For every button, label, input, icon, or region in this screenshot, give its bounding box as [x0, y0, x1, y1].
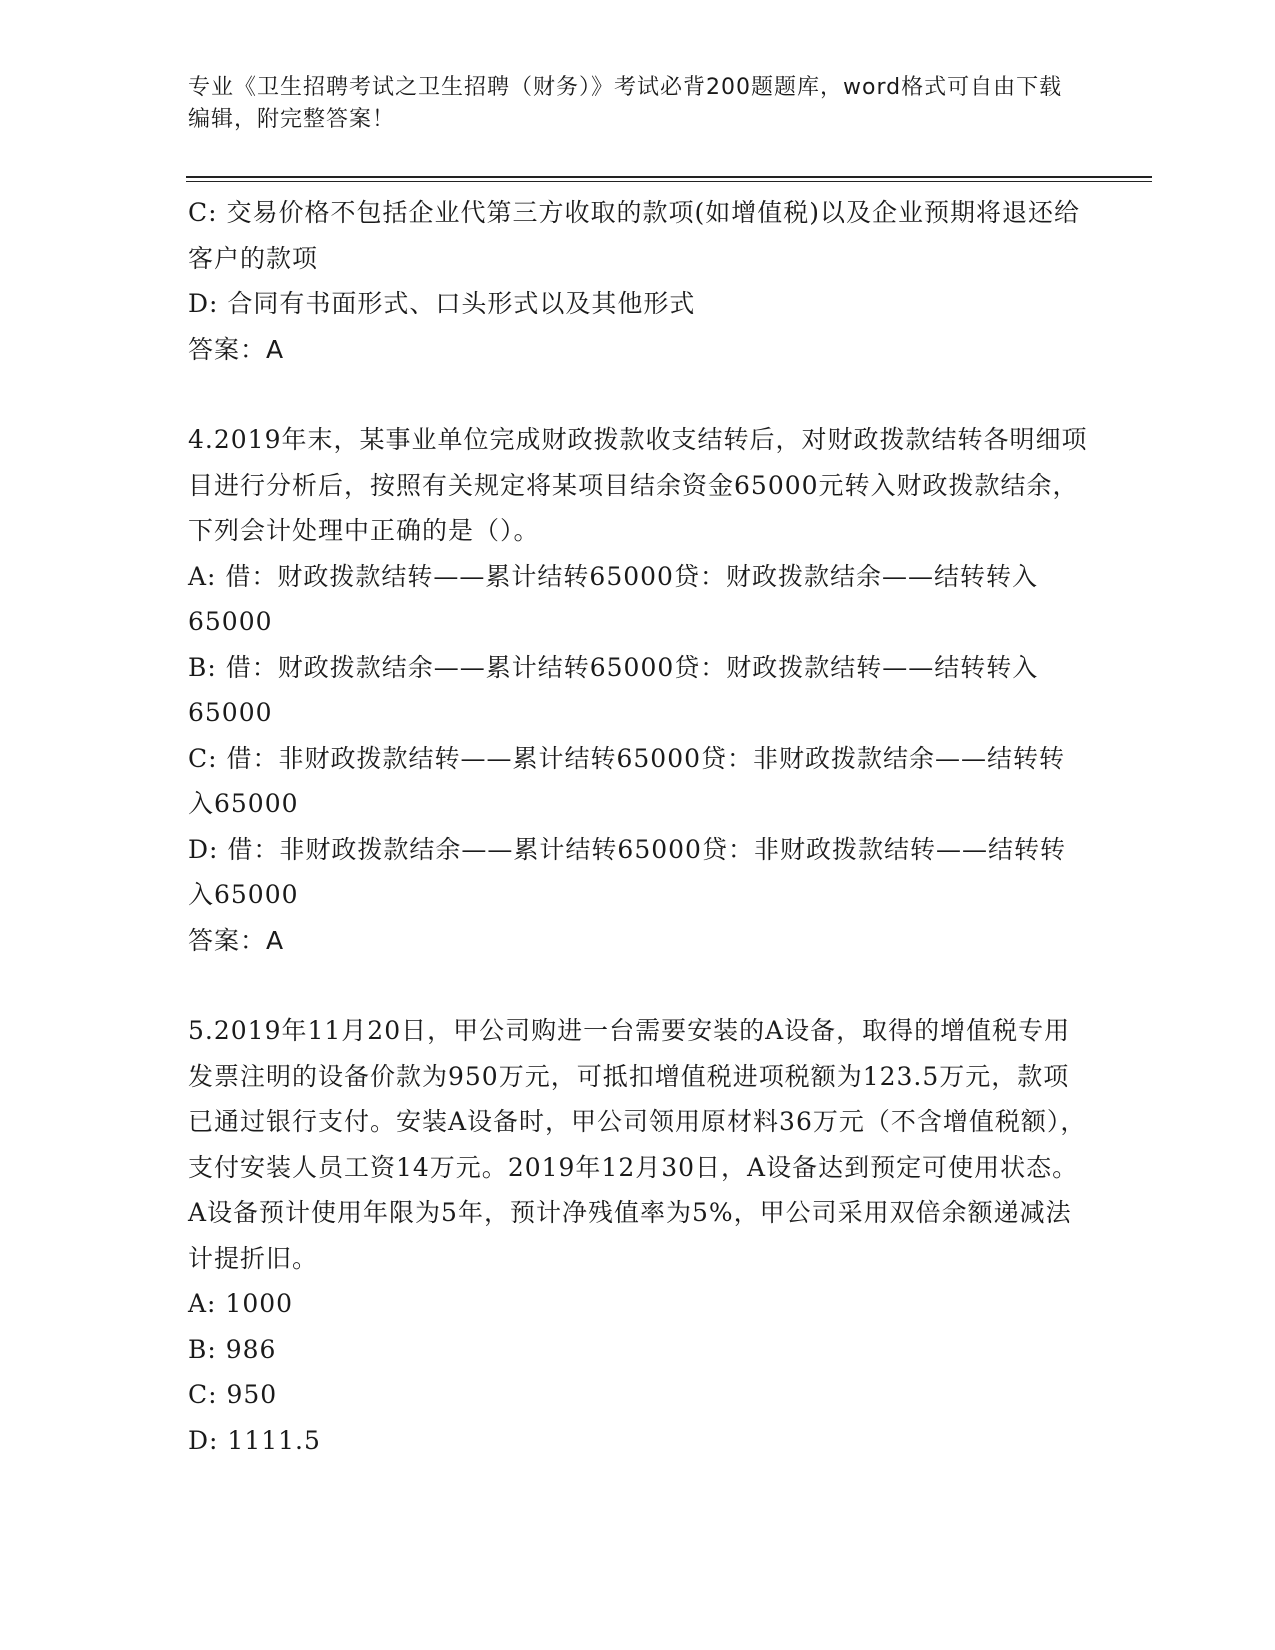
q4-stem: 4.2019年末，某事业单位完成财政拨款收支结转后，对财政拨款结转各明细项目进行分析后，按照有关规定将某项目结余资金65000元转入财政拨款结余，下列会计处理中正确的是（）。 — [188, 425, 1088, 545]
question-5 — [188, 1008, 1088, 1463]
q5-stem: 5.2019年11月20日，甲公司购进一台需要安装的A设备，取得的增值税专用发票注明的设备价款为950万元，可抵扣增值税进项税额为123.5万元，款项已通过银行支付。安装A设备时，甲公司领用原材料36万元（不含增值税额），支付安装人员工资14万元。2019年12月30日，A设备达到预定可使用状态。A设备预计使用年限为5年，预计净残值率为5%，甲公司采用双倍余额递减法计提折旧。 — [188, 1016, 1087, 1273]
q3-answer: 答案：A — [188, 334, 285, 364]
q3-option-c: C: 交易价格不包括企业代第三方收取的款项(如增值税)以及企业预期将退还给客户的款项 — [188, 198, 1081, 273]
q4-option-c: C: 借：非财政拨款结转——累计结转65000贷：非财政拨款结余——结转转入65000 — [188, 743, 1066, 818]
page-header: 专业《卫生招聘考试之卫生招聘（财务）》考试必背200题题库，word格式可自由下载编辑，附完整答案！ — [188, 75, 1063, 132]
q5-option-c: C: 950 — [188, 1380, 278, 1409]
spacer — [188, 372, 1088, 417]
q4-option-b: B: 借：财政拨款结余——累计结转65000贷：财政拨款结转——结转转入65000 — [188, 652, 1039, 727]
question-4 — [188, 417, 1088, 963]
q4-option-a: A: 借：财政拨款结转——累计结转65000贷：财政拨款结余——结转转入65000 — [188, 561, 1038, 636]
q3-option-d: D: 合同有书面形式、口头形式以及其他形式 — [188, 289, 696, 318]
q5-option-a: A: 1000 — [188, 1289, 294, 1318]
q5-option-d: D: 1111.5 — [188, 1425, 321, 1455]
header-rule-thick — [186, 176, 1152, 178]
q5-option-b: B: 986 — [188, 1334, 277, 1364]
spacer — [188, 963, 1088, 1008]
header-rule-thin — [186, 181, 1152, 182]
q4-answer: 答案：A — [188, 925, 285, 955]
q4-option-d: D: 借：非财政拨款结余——累计结转65000贷：非财政拨款结转——结转转入65000 — [188, 834, 1066, 909]
question-3-tail — [188, 190, 1088, 372]
document-body — [188, 190, 1088, 1463]
